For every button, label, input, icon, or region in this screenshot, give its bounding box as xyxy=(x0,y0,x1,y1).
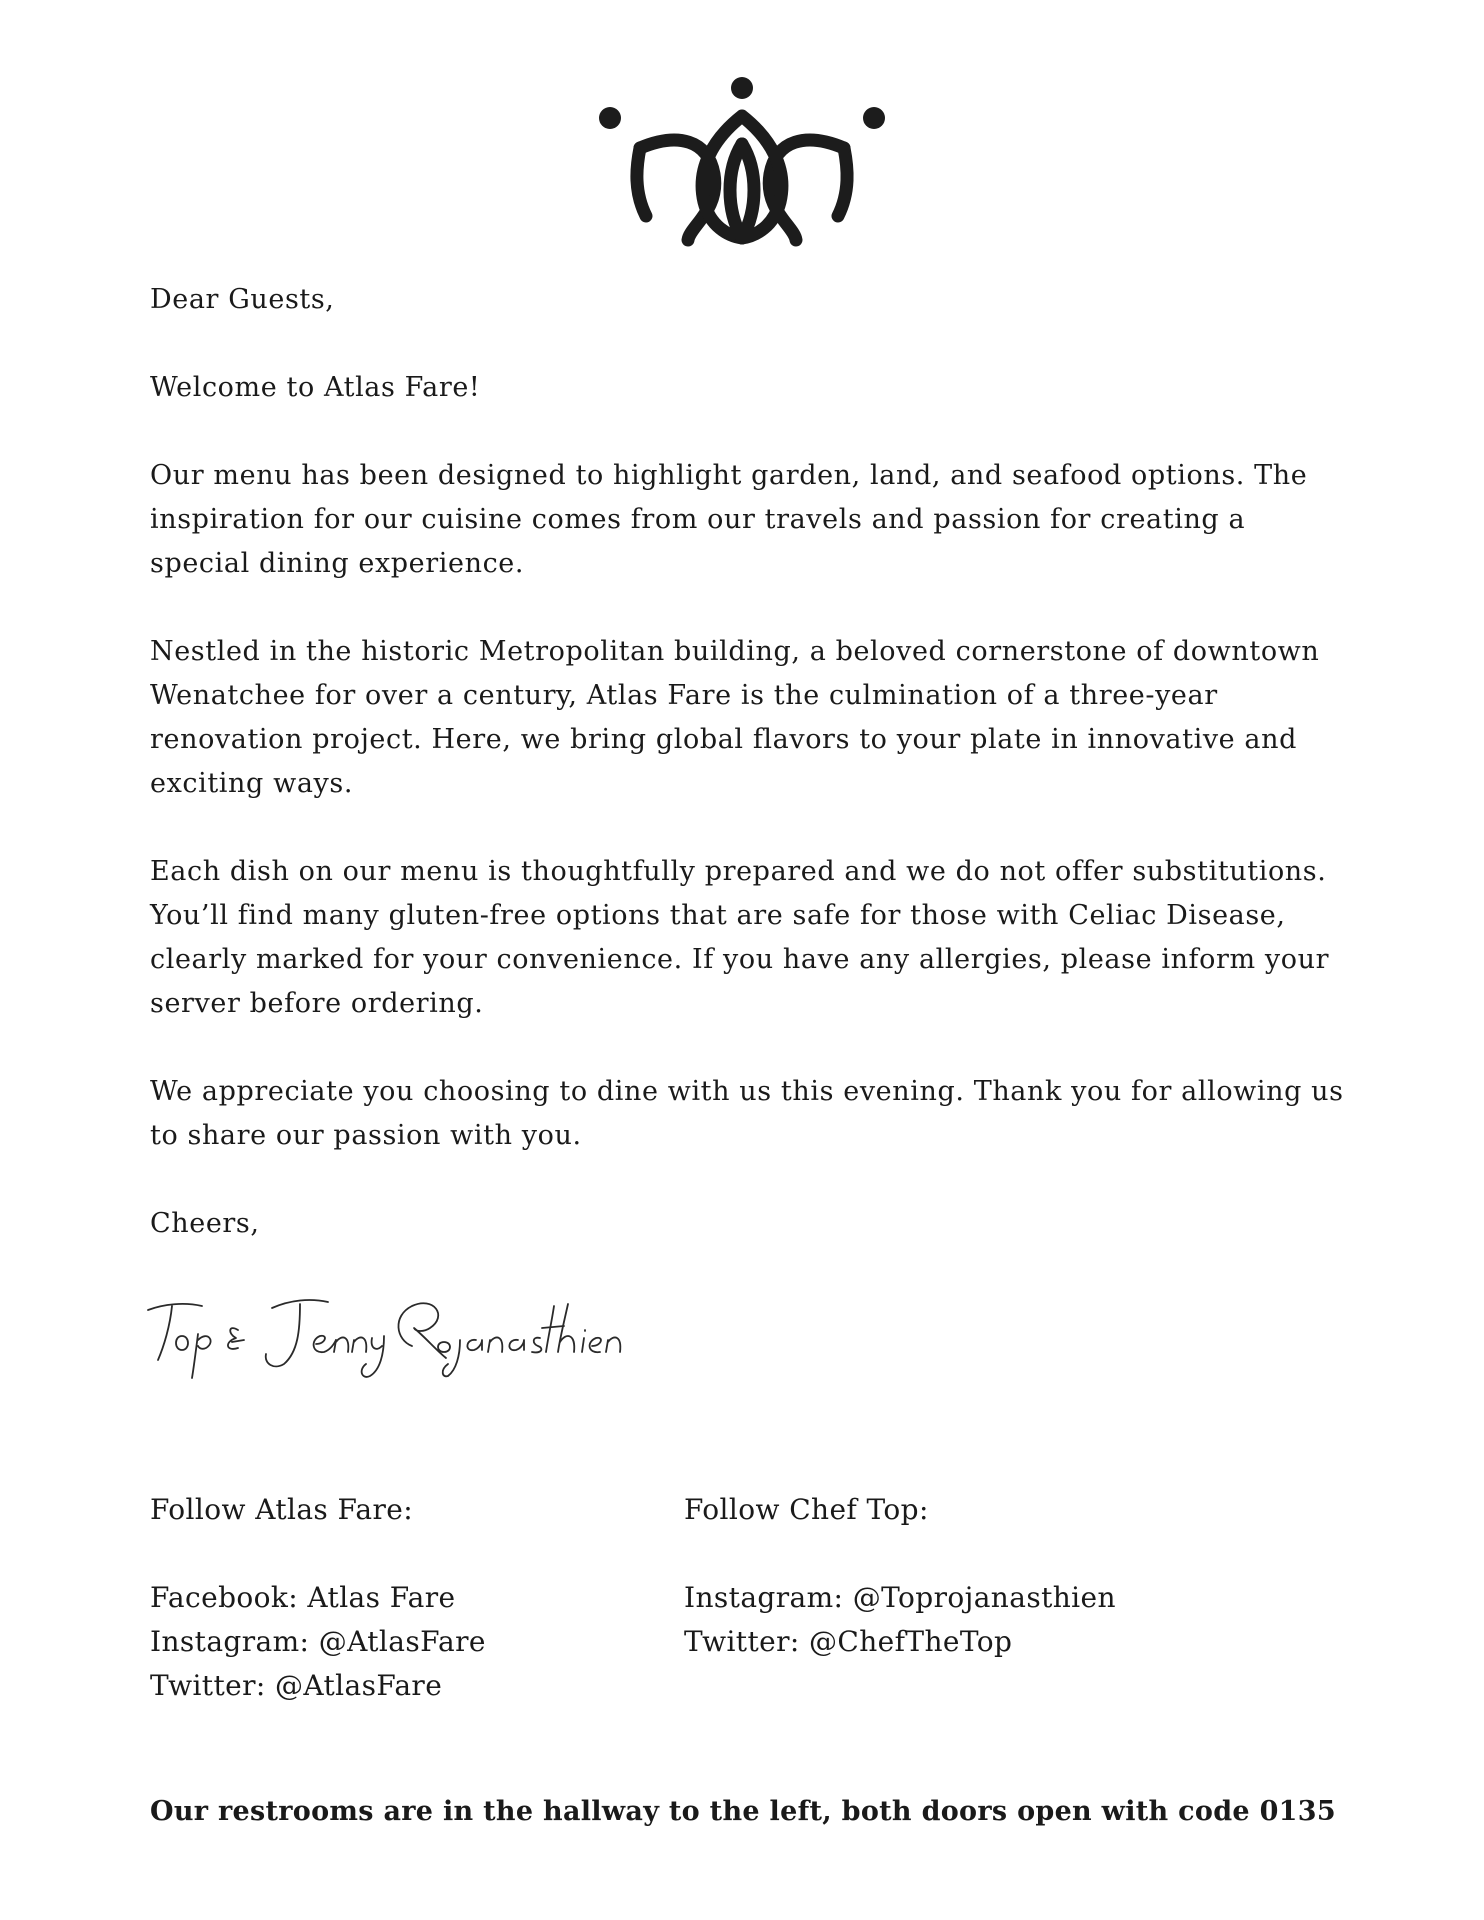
logo-dot-left xyxy=(599,107,621,129)
follow-chef-heading: Follow Chef Top: xyxy=(684,1493,929,1526)
atlas-twitter-handle: Twitter: @AtlasFare xyxy=(150,1669,443,1702)
atlas-instagram-handle: Instagram: @AtlasFare xyxy=(150,1625,486,1658)
letter-welcome: Welcome to Atlas Fare! xyxy=(150,372,481,403)
follow-chef-top xyxy=(684,1488,1324,1664)
logo-dot-right xyxy=(863,107,885,129)
letter-paragraph: Our menu has been designed to highlight garden, land, and seafood options. The inspiration for our cuisine comes from our travels and passion for creating a special dining experience. xyxy=(150,460,1308,579)
crown-lotus-logo-icon xyxy=(596,70,888,250)
letter-paragraph: Each dish on our menu is thoughtfully prepared and we do not offer substitutions. You’ll find many gluten-free options that are safe for those with Celiac Disease, clearly marked for your convenience. If you have any allergies, please inform your server before ordering. xyxy=(150,856,1330,1019)
letter-closing: Cheers, xyxy=(150,1208,260,1239)
handwritten-signature xyxy=(144,1290,624,1380)
logo-dot-center xyxy=(731,77,753,99)
follow-atlas-heading: Follow Atlas Fare: xyxy=(150,1493,414,1526)
chef-instagram-handle: Instagram: @Toprojanasthien xyxy=(684,1581,1116,1614)
letter-paragraph: Nestled in the historic Metropolitan building, a beloved cornerstone of downtown Wenatchee for over a century, Atlas Fare is the culmination of a three-year renovation project. Here, we bring global flavors to your plate in innovative and exciting ways. xyxy=(150,636,1320,799)
atlas-facebook-handle: Facebook: Atlas Fare xyxy=(150,1581,456,1614)
letter-greeting: Dear Guests, xyxy=(150,284,335,315)
follow-atlas-fare xyxy=(150,1488,670,1708)
welcome-letter xyxy=(150,278,1350,1246)
restroom-note: Our restrooms are in the hallway to the left, both doors open with code 0135 xyxy=(150,1796,1336,1827)
chef-twitter-handle: Twitter: @ChefTheTop xyxy=(684,1625,1013,1658)
letter-paragraph: We appreciate you choosing to dine with us this evening. Thank you for allowing us to share our passion with you. xyxy=(150,1076,1344,1151)
